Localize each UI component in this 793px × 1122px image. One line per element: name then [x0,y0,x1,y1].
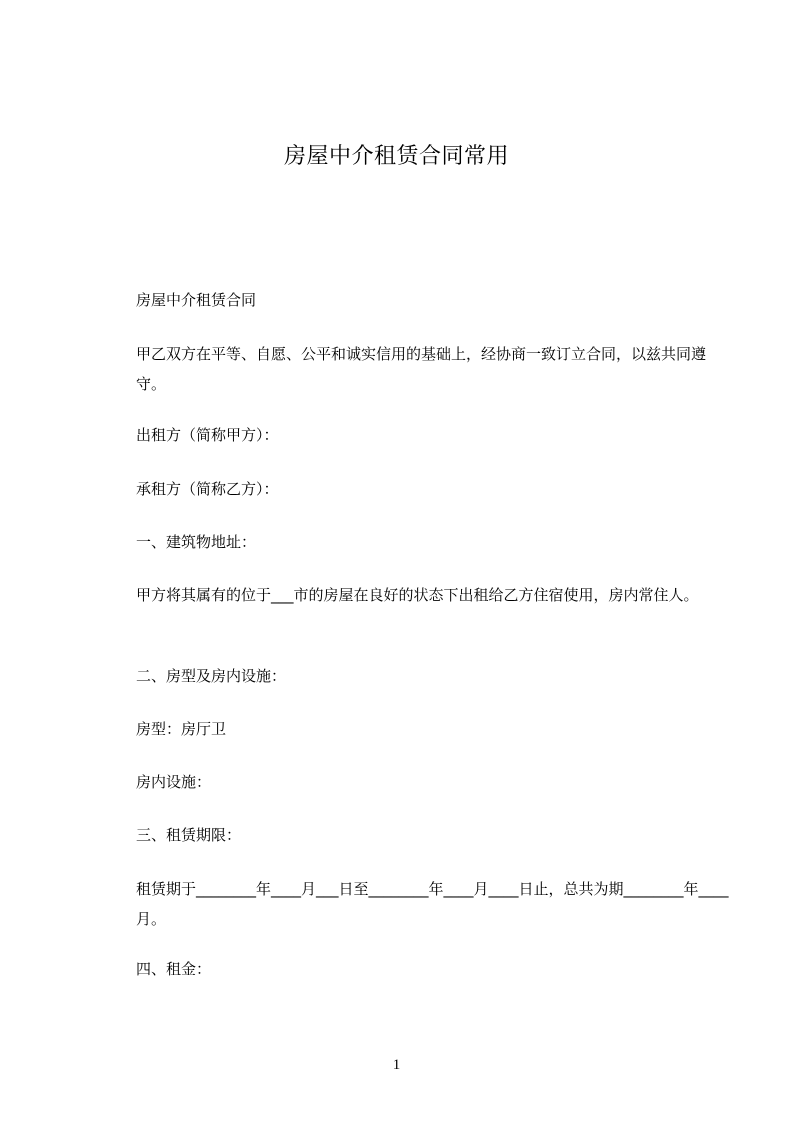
contract-heading: 房屋中介租赁合同 [136,291,257,309]
address-paragraph: 甲方将其属有的位于___市的房屋在良好的状态下出租给乙方住宿使用，房内常住人。 [136,586,699,604]
lessor-line: 出租方（简称甲方）： [136,426,279,444]
section-3-heading: 三、租赁期限： [136,826,242,844]
facilities-line: 房内设施： [136,773,212,791]
page-number: 1 [392,1057,401,1073]
section-4-heading: 四、租金： [136,960,212,978]
section-2-heading: 二、房型及房内设施： [136,667,287,685]
preamble-paragraph: 甲乙双方在平等、自愿、公平和诚实信用的基础上，经协商一致订立合同，以兹共同遵守。 [136,345,707,393]
room-type-line: 房型：房厅卫 [136,720,227,738]
lessee-line: 承租方（简称乙方）： [136,480,279,498]
section-1-heading: 一、建筑物地址： [136,533,257,551]
document-title: 房屋中介租赁合同常用 [283,144,509,169]
lease-term-paragraph: 租赁期于________年____月___日至________年____月____日止，总共为期________年____月。 [136,880,729,928]
